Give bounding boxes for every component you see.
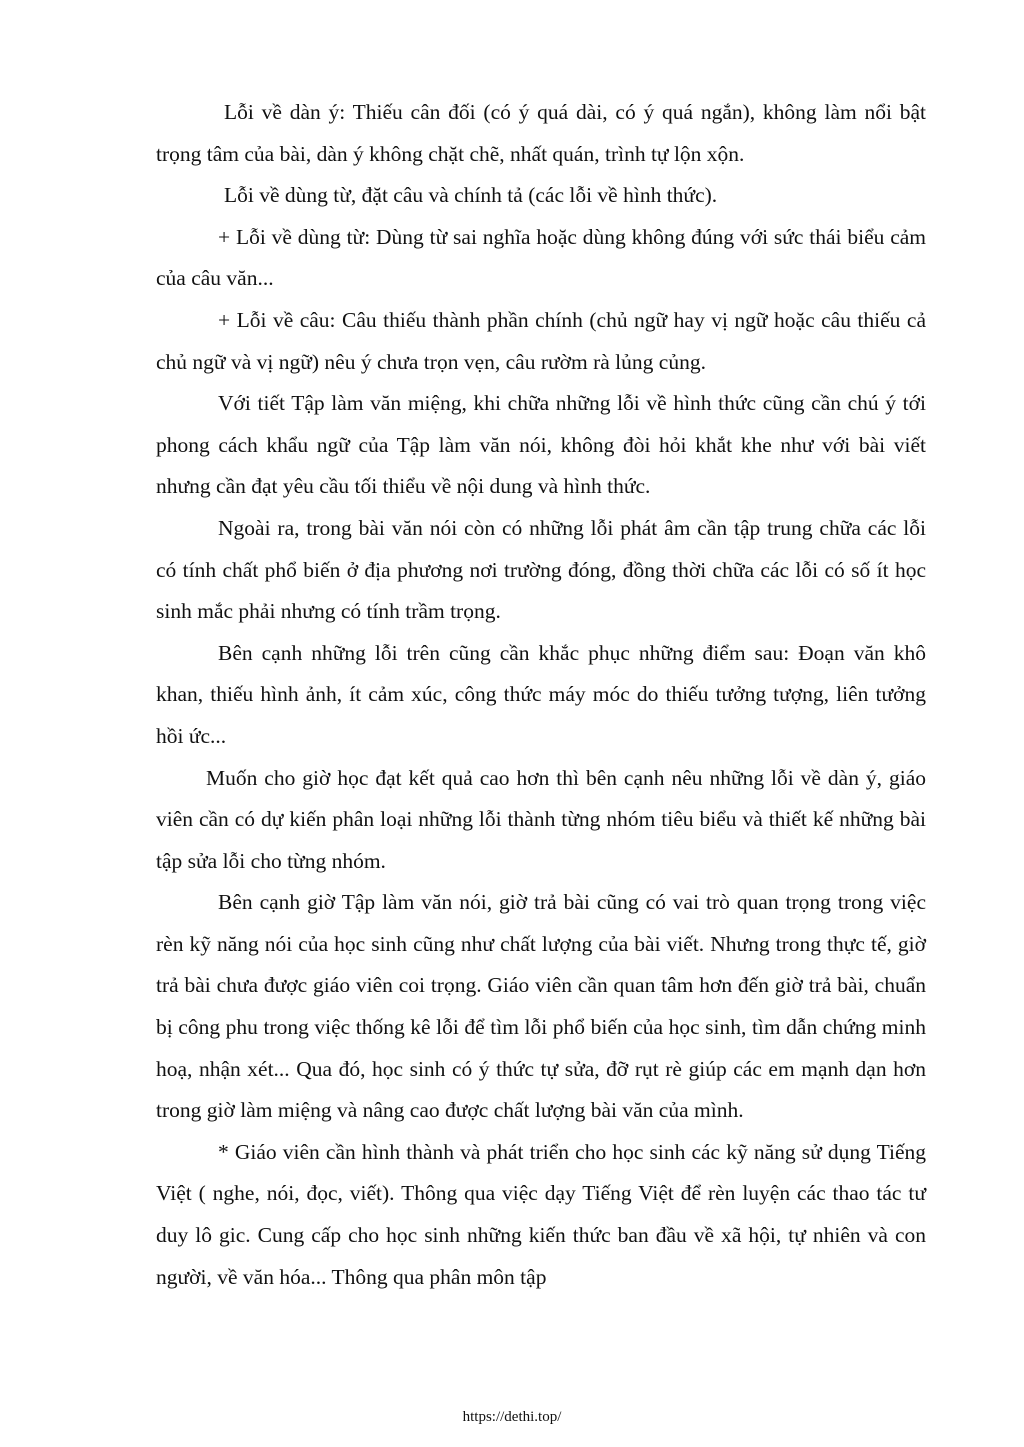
paragraph-vietnamese-skills: * Giáo viên cần hình thành và phát triển cho học sinh các kỹ năng sử dụng Tiếng Việt ( nghe, nói, đọc, viết). Thông qua việc dạy Tiếng Việt để rèn luyện các thao tác tư duy lô gic. Cung cấp cho học sinh những kiến thức ban đầu về xã hội, tự nhiên và con người, về văn hóa... Thông qua phân môn tập	[156, 1139, 926, 1289]
footer-url: https://dethi.top/	[462, 1409, 562, 1425]
paragraph-dan-y-errors: Lỗi về dàn ý: Thiếu cân đối (có ý quá dài, có ý quá ngắn), không làm nổi bật trọng tâm của bài, dàn ý không chặt chẽ, nhất quán, trình tự lộn xộn.	[156, 100, 926, 166]
paragraph-pronunciation-errors: Ngoài ra, trong bài văn nói còn có những lỗi phát âm cần tập trung chữa các lỗi có tính chất phổ biến ở địa phương nơi trường đóng, đồng thời chữa các lỗi có số ít học sinh mắc phải nhưng có tính trầm trọng.	[156, 515, 926, 624]
paragraph-overcome-weaknesses: Bên cạnh những lỗi trên cũng cần khắc phục những điểm sau: Đoạn văn khô khan, thiếu hình ảnh, ít cảm xúc, công thức máy móc do thiếu tưởng tượng, liên tưởng hồi ức...	[156, 640, 926, 748]
paragraph-form-errors: Lỗi về dùng từ, đặt câu và chính tả (các lỗi về hình thức).	[224, 183, 718, 208]
paragraph-better-results: Muốn cho giờ học đạt kết quả cao hơn thì bên cạnh nêu những lỗi về dàn ý, giáo viên cần có dự kiến phân loại những lỗi thành từng nhóm tiêu biểu và thiết kế những bài tập sửa lỗi cho từng nhóm.	[156, 765, 926, 873]
document-body	[156, 92, 926, 1298]
paragraph-word-errors: + Lỗi về dùng từ: Dùng từ sai nghĩa hoặc dùng không đúng với sức thái biểu cảm của câu văn...	[156, 224, 926, 291]
paragraph-returning-essays: Bên cạnh giờ Tập làm văn nói, giờ trả bài cũng có vai trò quan trọng trong việc rèn kỹ năng nói của học sinh cũng như chất lượng của bài viết. Nhưng trong thực tế, giờ trả bài chưa được giáo viên coi trọng. Giáo viên cần quan tâm hơn đến giờ trả bài, chuẩn bị công phu trong việc thống kê lỗi để tìm lỗi phổ biến của học sinh, tìm dẫn chứng minh hoạ, nhận xét... Qua đó, học sinh có ý thức tự sửa, đỡ rụt rè giúp các em mạnh dạn hơn trong giờ làm miệng và nâng cao được chất lượng bài văn của mình.	[156, 890, 926, 1123]
paragraph-sentence-errors: + Lỗi về câu: Câu thiếu thành phần chính (chủ ngữ hay vị ngữ hoặc câu thiếu cả chủ ngữ và vị ngữ) nêu ý chưa trọn vẹn, câu rườm rà lủng củng.	[156, 307, 926, 374]
paragraph-oral-composition: Với tiết Tập làm văn miệng, khi chữa những lỗi về hình thức cũng cần chú ý tới phong cách khẩu ngữ của Tập làm văn nói, không đòi hỏi khắt khe như với bài viết nhưng cần đạt yêu cầu tối thiểu về nội dung và hình thức.	[156, 391, 926, 499]
